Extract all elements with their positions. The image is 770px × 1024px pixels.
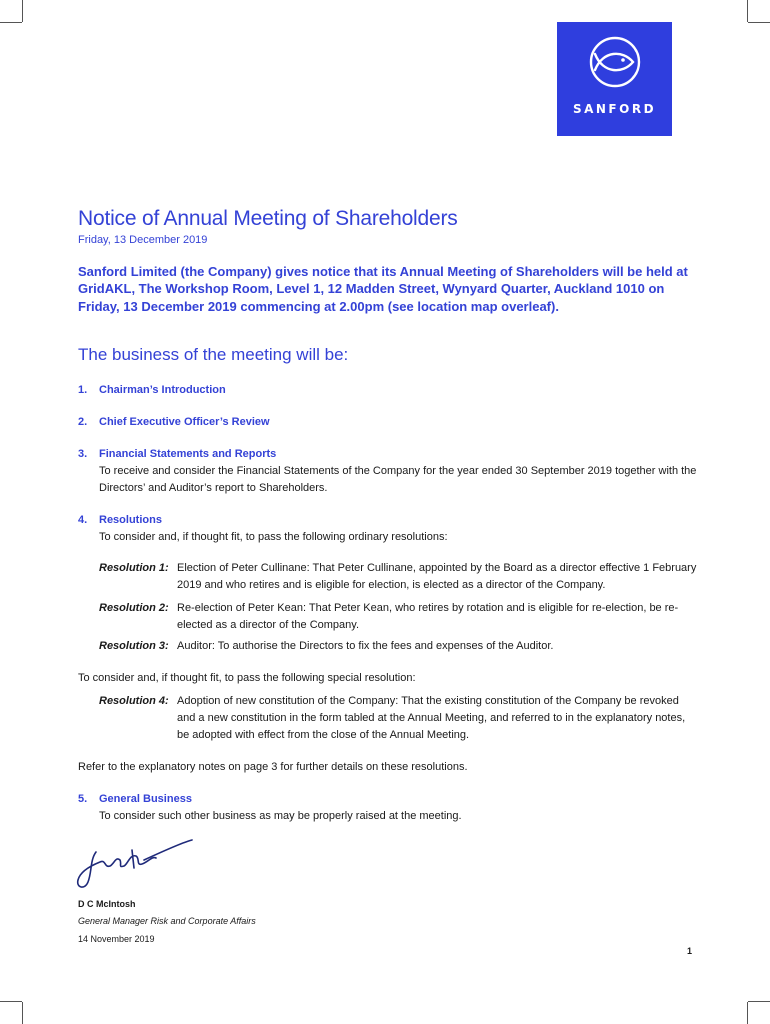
crop-mark: [22, 0, 23, 22]
agenda-number: 2.: [78, 416, 88, 428]
crop-mark: [22, 1002, 23, 1024]
meeting-date: Friday, 13 December 2019: [78, 234, 208, 246]
page-number: 1: [687, 946, 693, 956]
resolution-label: Resolution 2:: [99, 602, 169, 614]
resolution-text: Re-election of Peter Kean: That Peter Kean, who retires by rotation and is eligible for re-election, be re-elected as a director of the Company.: [177, 602, 679, 631]
resolution-text: Auditor: To authorise the Directors to fix the fees and expenses of the Auditor.: [177, 640, 554, 652]
resolution-label: Resolution 3:: [99, 640, 169, 652]
brand-wordmark: SANFORD: [572, 102, 657, 116]
agenda-heading: Chief Executive Officer’s Review: [99, 416, 270, 428]
crop-mark: [748, 1001, 770, 1002]
signer-title: General Manager Risk and Corporate Affairs: [78, 916, 256, 926]
handwritten-signature: [70, 830, 200, 895]
agenda-heading: Financial Statements and Reports: [99, 448, 277, 460]
crop-mark: [747, 1002, 748, 1024]
signoff-date: 14 November 2019: [78, 934, 155, 944]
signer-name: D C McIntosh: [78, 899, 136, 909]
sanford-logo: [557, 22, 672, 136]
agenda-body: To receive and consider the Financial Statements of the Company for the year ended 30 September 2019 together with the Directors’ and Auditor’s report to Shareholders.: [99, 465, 697, 494]
agenda-body: To consider such other business as may be properly raised at the meeting.: [99, 810, 462, 822]
agenda-number: 3.: [78, 448, 88, 460]
agenda-number: 1.: [78, 384, 88, 396]
resolution-text: Adoption of new constitution of the Company: That the existing constitution of the Company be revoked and a new constitution in the form tabled at the Annual Meeting, and referred to in the explanatory notes, be adopted with effect from the close of the Annual Meeting.: [177, 695, 686, 741]
agenda-heading: Chairman’s Introduction: [99, 384, 226, 396]
resolution-label: Resolution 4:: [99, 695, 169, 707]
resolution-text: Election of Peter Cullinane: That Peter Cullinane, appointed by the Board as a director effective 1 February 2019 and who retires and is eligible for election, is elected as a director of the Company.: [177, 562, 697, 591]
special-resolution-intro: To consider and, if thought fit, to pass the following special resolution:: [78, 672, 416, 684]
agenda-heading: General Business: [99, 793, 192, 805]
explanatory-notes-ref: Refer to the explanatory notes on page 3 for further details on these resolutions.: [78, 761, 468, 773]
crop-mark: [0, 22, 22, 23]
agenda-number: 4.: [78, 514, 88, 526]
agenda-body: To consider and, if thought fit, to pass the following ordinary resolutions:: [99, 531, 448, 543]
page-title: Notice of Annual Meeting of Shareholders: [78, 207, 458, 230]
fish-circle-icon: [585, 32, 645, 92]
business-heading: The business of the meeting will be:: [78, 345, 349, 364]
agenda-heading: Resolutions: [99, 514, 162, 526]
crop-mark: [747, 0, 748, 22]
agenda-number: 5.: [78, 793, 88, 805]
crop-mark: [748, 22, 770, 23]
intro-paragraph: Sanford Limited (the Company) gives notice that its Annual Meeting of Shareholders will be held at GridAKL, The Workshop Room, Level 1, 12 Madden Street, Wynyard Quarter, Auckland 1010 on Friday, 13 December 2019 commencing at 2.00pm (see location map overleaf).: [78, 264, 688, 314]
crop-mark: [0, 1001, 22, 1002]
resolution-label: Resolution 1:: [99, 562, 169, 574]
